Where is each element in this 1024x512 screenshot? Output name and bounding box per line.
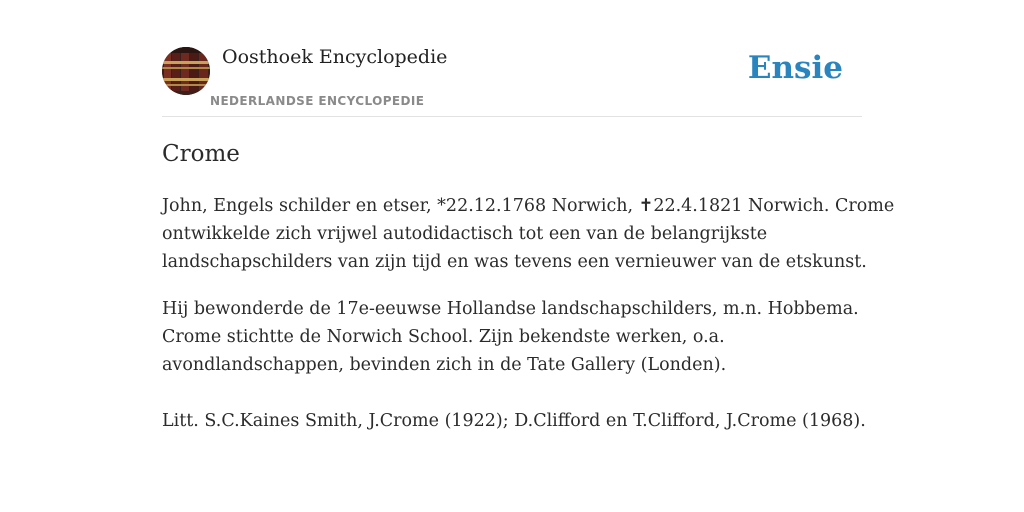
book-spines-icon[interactable] <box>162 47 210 95</box>
article <box>162 138 895 435</box>
paragraph-line: Hij bewonderde de 17e-eeuwse Hollandse landschapschilders, m.n. Hobbema. <box>162 299 859 319</box>
site-header <box>162 0 862 117</box>
paragraph-line: avondlandschappen, bevinden zich in de Tate Gallery (Londen). <box>162 355 727 375</box>
article-paragraph-1 <box>162 192 895 276</box>
literature-reference: Litt. S.C.Kaines Smith, J.Crome (1922); D.Clifford en T.Clifford, J.Crome (1968). <box>162 411 866 431</box>
article-title: Crome <box>162 141 240 167</box>
site-subtitle: NEDERLANDSE ENCYCLOPEDIE <box>210 94 425 108</box>
brand-logo-link[interactable]: Ensie <box>747 50 843 86</box>
paragraph-line: John, Engels schilder en etser, *22.12.1768 Norwich, ✝22.4.1821 Norwich. Crome <box>162 196 895 216</box>
article-paragraph-2 <box>162 295 862 379</box>
paragraph-line: Crome stichtte de Norwich School. Zijn bekendste werken, o.a. <box>162 327 725 347</box>
site-name[interactable]: Oosthoek Encyclopedie <box>222 46 448 68</box>
paragraph-line: ontwikkelde zich vrijwel autodidactisch tot een van de belangrijkste <box>162 224 768 244</box>
paragraph-line: landschapschilders van zijn tijd en was tevens een vernieuwer van de etskunst. <box>162 252 867 272</box>
